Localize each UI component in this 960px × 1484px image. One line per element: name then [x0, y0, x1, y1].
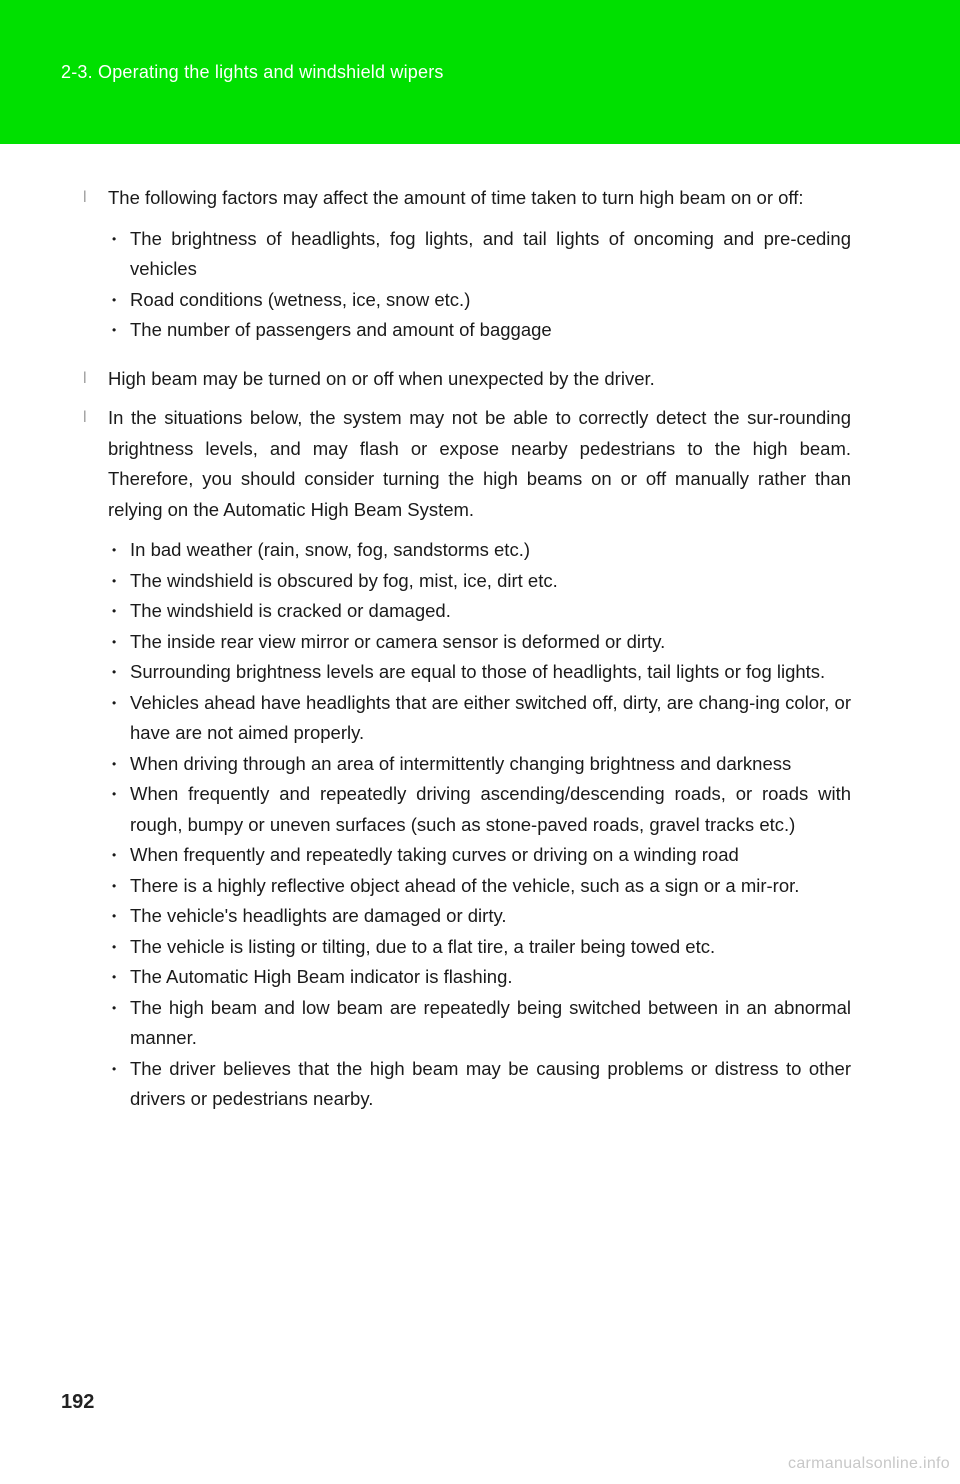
bullet-icon: •: [112, 878, 117, 893]
list-item: [83, 285, 851, 316]
list-item: [83, 871, 851, 902]
list-item-text: In bad weather (rain, snow, fog, sandstorms etc.): [130, 539, 530, 560]
list-item-text: The driver believes that the high beam may be causing problems or distress to other drivers or pedestrians nearby.: [130, 1057, 851, 1109]
list-item: [83, 1054, 851, 1115]
bullet-icon: •: [112, 292, 117, 307]
list-item-text: The high beam and low beam are repeatedly being switched between in an abnormal manner.: [130, 996, 851, 1048]
list-item: [83, 224, 851, 285]
bullet-icon: •: [112, 939, 117, 954]
bullet-icon: •: [112, 1000, 117, 1015]
bullet-icon: •: [112, 323, 117, 337]
list-item: [83, 840, 851, 871]
bullet-icon: •: [112, 231, 117, 246]
paragraph-text: The following factors may affect the amount of time taken to turn high beam on or off:: [108, 187, 804, 208]
bullet-icon: •: [112, 756, 117, 771]
paragraph-marker-icon: l: [83, 189, 87, 206]
bullet-icon: •: [112, 573, 117, 588]
bullet-icon: •: [112, 695, 117, 710]
bullet-icon: •: [112, 543, 117, 557]
paragraph-gap: [83, 355, 851, 364]
bullet-icon: •: [112, 909, 117, 923]
paragraph: [83, 403, 851, 525]
list-item-text: The windshield is cracked or damaged.: [130, 600, 451, 621]
list-item: [83, 315, 851, 346]
list-item-text: Surrounding brightness levels are equal to those of headlights, tail lights or fog lights.: [130, 661, 826, 682]
bullet-icon: •: [112, 634, 117, 649]
paragraph-marker-icon: l: [83, 369, 87, 387]
bullet-icon: •: [112, 665, 117, 679]
list-item-text: The Automatic High Beam indicator is flashing.: [130, 966, 513, 987]
list-item: [83, 688, 851, 749]
paragraph-marker-icon: l: [83, 409, 87, 426]
list-item-text: The number of passengers and amount of baggage: [130, 319, 552, 340]
list-item: [83, 566, 851, 597]
paragraph-text: In the situations below, the system may not be able to correctly detect the sur-rounding brightness levels, and may flash or expose nearby pedestrians to the high beam. Therefore, you should consider turning the high beams on or off manually rather than relying on the Automatic High Beam System.: [108, 407, 851, 520]
watermark: carmanualsonline.info: [788, 1455, 950, 1472]
bullet-icon: •: [112, 1061, 117, 1076]
list-item-text: The windshield is obscured by fog, mist, ice, dirt etc.: [130, 569, 558, 591]
bullet-icon: •: [112, 604, 117, 618]
section-title: 2-3. Operating the lights and windshield wipers: [61, 62, 444, 82]
list-item-text: The vehicle is listing or tilting, due to a flat tire, a trailer being towed etc.: [130, 935, 716, 957]
list-item-text: Vehicles ahead have headlights that are either switched off, dirty, are chang-ing color, or have are not aimed properly.: [130, 691, 851, 743]
list-item: [83, 627, 851, 658]
bullet-icon: •: [112, 787, 117, 801]
paragraph: [83, 364, 851, 395]
list-item-text: There is a highly reflective object ahead of the vehicle, such as a sign or a mir-ror.: [130, 874, 800, 896]
bullet-list: [83, 224, 851, 346]
list-item-text: The brightness of headlights, fog lights, and tail lights of oncoming and pre-ceding vehicles: [130, 227, 851, 279]
page-body: [83, 183, 851, 1124]
list-item: [83, 596, 851, 627]
bullet-icon: •: [112, 848, 117, 862]
list-item: [83, 993, 851, 1054]
list-item: [83, 657, 851, 688]
list-item-text: The vehicle's headlights are damaged or dirty.: [130, 905, 507, 926]
list-item: [83, 901, 851, 932]
section-header-band: [0, 0, 960, 144]
bullet-icon: •: [112, 970, 117, 984]
list-item: [83, 779, 851, 840]
page-number: 192: [61, 1391, 95, 1413]
list-item: [83, 932, 851, 963]
list-item-text: When frequently and repeatedly taking curves or driving on a winding road: [130, 844, 739, 865]
paragraph-text: High beam may be turned on or off when unexpected by the driver.: [108, 367, 655, 389]
list-item: [83, 962, 851, 993]
paragraph: [83, 183, 851, 214]
list-item-text: When driving through an area of intermittently changing brightness and darkness: [130, 752, 792, 774]
list-item-text: When frequently and repeatedly driving ascending/descending roads, or roads with rough, bumpy or uneven surfaces (such as stone-paved roads, gravel tracks etc.): [130, 783, 851, 835]
paragraph-gap: [83, 394, 851, 403]
list-item-text: Road conditions (wetness, ice, snow etc.): [130, 288, 471, 310]
bullet-list: [83, 535, 851, 1115]
list-item: [83, 749, 851, 780]
list-item: [83, 535, 851, 566]
list-item-text: The inside rear view mirror or camera sensor is deformed or dirty.: [130, 630, 666, 652]
